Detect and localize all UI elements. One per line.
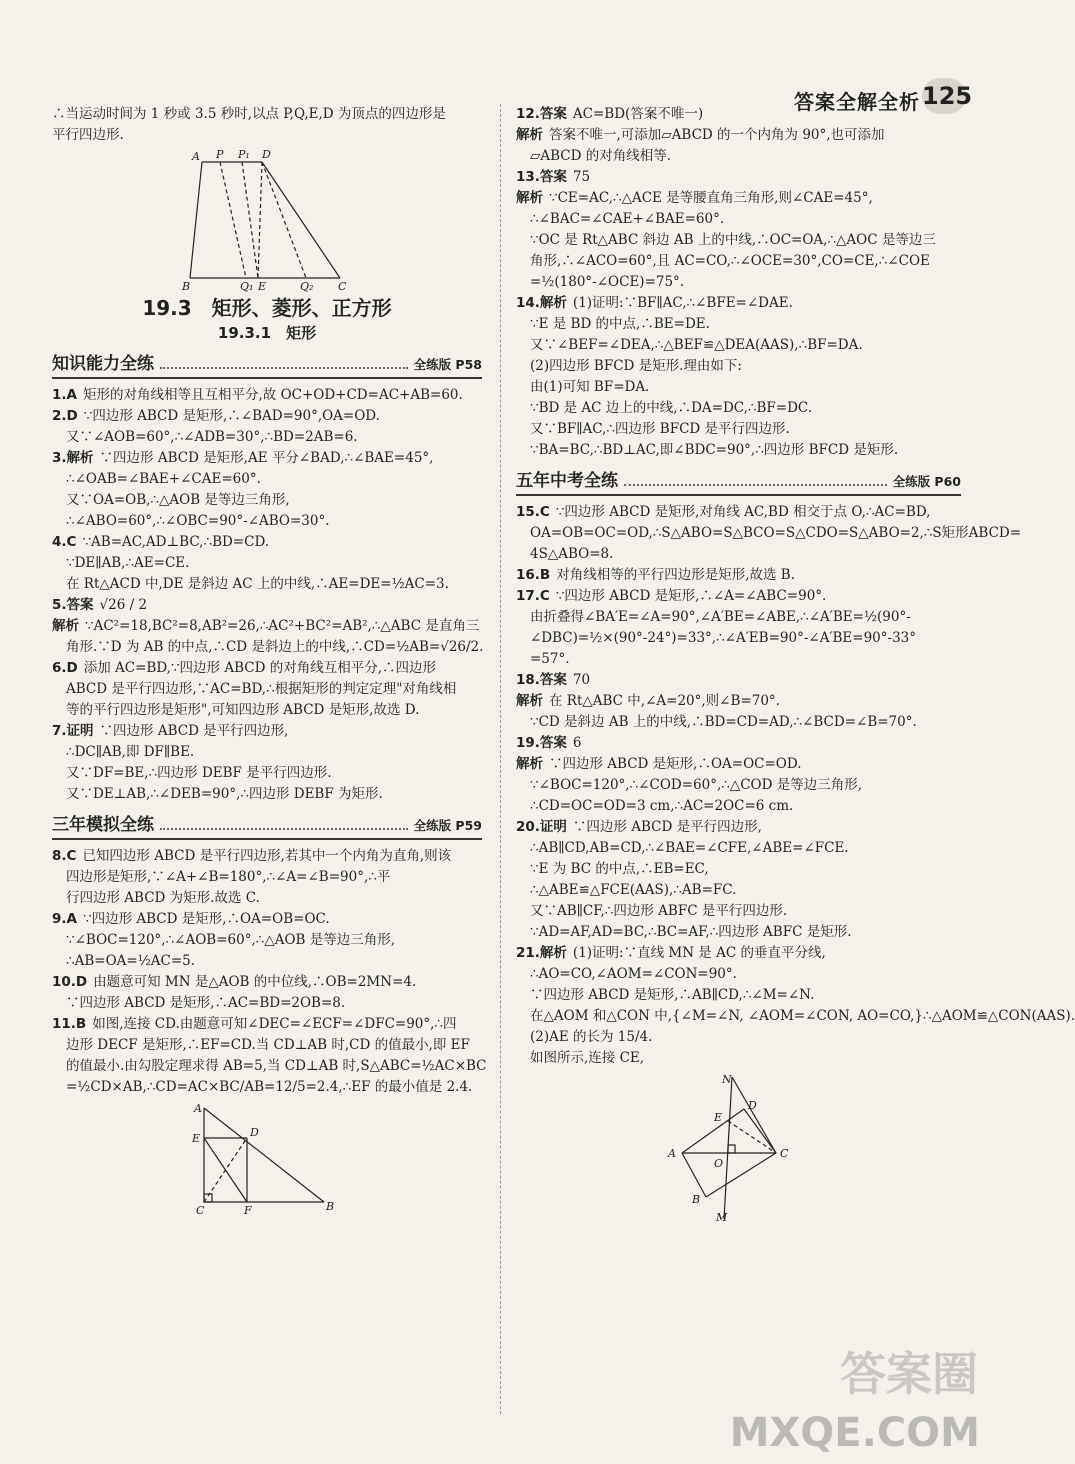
answer-line [516,251,961,272]
fig3-label-N: N [722,1073,732,1086]
answer-number: 解析 [516,190,543,206]
fig3-label-C: C [780,1147,789,1160]
answer-line [52,553,482,574]
answer-line [52,888,482,909]
answer-number: 10.D [52,974,88,990]
answer-text: ∴DC∥AB,即 DF∥BE. [66,744,195,760]
answer-text: 在△AOM 和△CON 中,{∠M=∠N, ∠AOM=∠CON, AO=CO,}∴△AOM≌△CON(AAS). [530,1008,1075,1024]
answer-line [516,188,961,209]
answer-line [52,742,482,763]
answer-text: ∵四边形 ABCD 是矩形,对角线 AC,BD 相交于点 O,∴AC=BD, [555,504,931,520]
answer-text: =½(180°-∠OCE)=75°. [530,274,685,290]
answer-text: 又∵∠AOB=60°,∴∠ADB=30°,∴BD=2AB=6. [66,429,358,445]
answer-text: 添加 AC=BD,∵四边形 ABCD 的对角线互相平分,∴四边形 [83,660,437,676]
answer-text: 等的平行四边形是矩形",可知四边形 ABCD 是矩形,故选 D. [66,702,420,718]
answer-text: ∵DE∥AB,∴AE=CE. [66,555,190,571]
answer-line [516,440,961,461]
answer-number: 13.答案 [516,169,567,185]
section-bar-version: 全练版 P58 [413,357,482,372]
section-bar-knowledge [52,354,482,379]
answer-line [516,272,961,293]
answer-text: ∴CD=OC=OD=3 cm,∴AC=2OC=6 cm. [530,798,794,814]
answer-line [516,691,961,712]
page-header [0,0,1000,120]
answer-number: 解析 [516,756,543,772]
intro-line: ∴当运动时间为 1 秒或 3.5 秒时,以点 P,Q,E,D 为顶点的四边形是 [52,106,446,122]
column-divider [500,104,501,1414]
answer-text: ∵四边形 ABCD 是矩形,∴∠A=∠ABC=90°. [555,588,827,604]
answer-text: ∠DBC)=½×(90°-24°)=33°,∴∠A′EB=90°-∠A′BE=90°-33° [530,630,917,646]
answer-number: 9.A [52,911,77,927]
answer-line [516,293,961,314]
answer-text: 四边形是矩形,∵∠A+∠B=180°,∴∠A=∠B=90°,∴平 [66,869,391,885]
watermark-text: MXQE.COM [729,1410,980,1456]
answer-text: 由题意可知 MN 是△AOB 的中位线,∴OB=2MN=4. [93,974,417,990]
answer-line [516,398,961,419]
answer-line [52,532,482,553]
answer-number: 解析 [516,127,543,143]
watermark-logo: 答案圈 [840,1347,978,1401]
answer-line [516,733,961,754]
answer-text: OA=OB=OC=OD,∴S△ABO=S△BCO=S△CDO=S△ABO=2,∴S矩形ABCD= [530,525,1022,541]
answer-line [52,846,482,867]
answer-line [516,335,961,356]
answer-line [516,209,961,230]
answer-text: ∵E 是 BD 的中点,∴BE=DE. [530,316,710,332]
answer-line [516,104,961,125]
answer-number: 2.D [52,408,78,424]
answer-line [52,658,482,679]
answer-text: ∵四边形 ABCD 是矩形,∴∠BAD=90°,OA=OD. [83,408,380,424]
answer-text: AC=BD(答案不唯一) [572,106,704,122]
answer-line [516,565,961,586]
answer-text: 对角线相等的平行四边形是矩形,故选 B. [556,567,796,583]
answer-line [516,838,961,859]
answer-text: 行四边形 ABCD 为矩形.故选 C. [66,890,260,906]
answer-line [516,1048,961,1069]
fig2-label-F: F [244,1204,252,1217]
fig1-label-P1: P₁ [238,148,250,161]
page-number: 125 [922,78,966,114]
answer-text: 边形 DECF 是矩形,∴EF=CD.当 CD⊥AB 时,CD 的值最小,即 EF [66,1037,470,1053]
answer-text: ∴AB∥CD,AB=CD,∴∠BAE=∠CFE,∠ABE=∠FCE. [530,840,849,856]
answer-line [52,679,482,700]
answer-text: ∵四边形 ABCD 是矩形,∴AC=BD=2OB=8. [66,995,346,1011]
trapezoid-figure [182,148,352,293]
answer-text: ∴∠ABO=60°,∴∠OBC=90°-∠ABO=30°. [66,513,330,529]
answer-line [52,574,482,595]
answer-text: ∵四边形 ABCD 是矩形,∴OA=OC=OD. [549,756,802,772]
answer-line [52,1035,482,1056]
answer-text: 的值最小.由勾股定理求得 AB=5,当 CD⊥AB 时,S△ABC=½AC×BC [66,1058,487,1074]
fig1-label-Q2: Q₂ [300,280,314,293]
fig3-label-E: E [714,1111,723,1124]
answer-number: 7.证明 [52,723,94,739]
answer-text: ∵CE=AC,∴△ACE 是等腰直角三角形,则∠CAE=45°, [549,190,873,206]
answer-line [52,1077,482,1098]
answer-list [52,385,482,805]
fig1-label-D: D [262,148,271,161]
answer-line [52,595,482,616]
answer-line [52,951,482,972]
answer-line [52,385,482,406]
answer-line [516,796,961,817]
answer-text: 4S△ABO=8. [530,546,614,562]
answer-text: ▱ABCD 的对角线相等. [530,148,672,164]
answer-text: √26 / 2 [99,597,148,613]
answer-line [52,1014,482,1035]
answer-line [52,616,482,637]
subsection-title: 19.3.1 矩形 [217,324,317,342]
section-bar-five-year [516,471,961,496]
answer-number: 解析 [52,618,79,634]
answer-line [52,406,482,427]
section-bar-title: 三年模拟全练 [52,815,154,835]
answer-list [52,846,487,1098]
answer-number: 20.证明 [516,819,567,835]
answer-number: 5.答案 [52,597,94,613]
answer-text: 75 [572,169,591,185]
answer-text: =½CD×AB,∴CD=AC×BC/AB=12/5=2.4,∴EF 的最小值是 2.4. [66,1079,473,1095]
right-triangle-figure [192,1102,342,1217]
fig1-label-C: C [338,280,347,293]
answer-number: 15.C [516,504,550,520]
answer-line [52,490,482,511]
answer-line [52,427,482,448]
answer-line [516,901,961,922]
fig2-label-A: A [194,1102,202,1115]
fig3-label-A: A [668,1147,676,1160]
answer-line [516,880,961,901]
answer-text: 角形,∴∠ACO=60°,且 AC=CO,∴∠OCE=30°,CO=CE,∴∠COE [530,253,930,269]
answer-line [516,356,961,377]
answer-line [516,230,961,251]
answer-number: 19.答案 [516,735,567,751]
answer-line [516,670,961,691]
answer-text: 如图所示,连接 CE, [530,1050,645,1066]
answer-list [516,502,1075,1069]
fig3-label-O: O [714,1157,724,1170]
answer-line [52,930,482,951]
fig2-label-B: B [326,1200,335,1213]
answer-text: 已知四边形 ABCD 是平行四边形,若其中一个内角为直角,则该 [82,848,452,864]
answer-text: 又∵DF=BE,∴四边形 DEBF 是平行四边形. [66,765,332,781]
answer-text: 答案不唯一,可添加▱ABCD 的一个内角为 90°,也可添加 [549,127,885,143]
answer-text: 6 [572,735,582,751]
answer-line [52,1056,487,1077]
answer-text: 由折叠得∠BA′E=∠A=90°,∠A′BE=∠ABE,∴∠A′BE=½(90°- [530,609,911,625]
answer-line [516,649,961,670]
answer-text: 在 Rt△ABC 中,∠A=20°,则∠B=70°. [549,693,780,709]
answer-line [52,700,482,721]
answer-text: 由(1)可知 BF=DA. [530,379,650,395]
answer-line [516,125,961,146]
answer-text: 又∵∠BEF=∠DEA,∴△BEF≌△DEA(AAS),∴BF=DA. [530,337,863,353]
fig3-label-M: M [716,1211,728,1224]
answer-text: 70 [572,672,591,688]
answer-line [52,511,482,532]
answer-number: 11.B [52,1016,87,1032]
answer-line [52,867,482,888]
answer-line [52,993,482,1014]
answer-line [516,523,1022,544]
answer-text: =57°. [530,651,570,667]
answer-text: 又∵BF∥AC,∴四边形 BFCD 是平行四边形. [530,421,790,437]
answer-line [516,586,961,607]
answer-line [516,775,961,796]
answer-text: ∵∠BOC=120°,∴∠COD=60°,∴△COD 是等边三角形, [530,777,863,793]
answer-line [516,859,961,880]
answer-text: (2)四边形 BFCD 是矩形.理由如下: [530,358,742,374]
answer-text: ∵∠BOC=120°,∴∠AOB=60°,∴△AOB 是等边三角形, [66,932,396,948]
rhombus-figure [666,1073,806,1223]
answer-line [52,763,482,784]
answer-text: ∵AC²=18,BC²=8,AB²=26,∴AC²+BC²=AB²,∴△ABC 是直角三 [85,618,480,634]
answer-line [52,909,482,930]
answer-line [516,964,961,985]
fig2-label-D: D [250,1126,259,1139]
answer-line [516,943,961,964]
answer-line [52,784,482,805]
answer-line [516,544,961,565]
answer-text: ∴△ABE≌△FCE(AAS),∴AB=FC. [530,882,737,898]
section-title: 19.3 矩形、菱形、正方形 [142,296,392,320]
answer-text: 又∵OA=OB,∴△AOB 是等边三角形, [66,492,290,508]
answer-text: ∵E 为 BC 的中点,∴EB=EC, [530,861,709,877]
answer-text: 又∵AB∥CF,∴四边形 ABFC 是平行四边形. [530,903,788,919]
answer-text: ∵CD 是斜边 AB 上的中线,∴BD=CD=AD,∴∠BCD=∠B=70°. [530,714,917,730]
answer-number: 14.解析 [516,295,567,311]
answer-line [52,721,482,742]
answer-text: ∴∠BAC=∠CAE+∠BAE=60°. [530,211,725,227]
fig1-label-A: A [192,150,200,163]
fig2-label-E: E [192,1132,201,1145]
answer-number: 8.C [52,848,77,864]
section-bar-title: 知识能力全练 [52,354,154,374]
answer-number: 解析 [516,693,543,709]
answer-text: 又∵DE⊥AB,∴∠DEB=90°,∴四边形 DEBF 为矩形. [66,786,383,802]
answer-text: ∴∠OAB=∠BAE+∠CAE=60°. [66,471,261,487]
answer-text: ∵四边形 ABCD 是矩形,∴AB∥CD,∴∠M=∠N. [530,987,815,1003]
fig2-label-C: C [196,1204,205,1217]
answer-text: ∵四边形 ABCD 是矩形,∴OA=OB=OC. [82,911,330,927]
left-column [52,104,487,1221]
answer-text: ∵四边形 ABCD 是矩形,AE 平分∠BAD,∴∠BAE=45°, [99,450,434,466]
answer-text: ∵AB=AC,AD⊥BC,∴BD=CD. [82,534,270,550]
answer-text: 在 Rt△ACD 中,DE 是斜边 AC 上的中线,∴AE=DE=½AC=3. [66,576,449,592]
answer-line [516,1027,961,1048]
right-column [516,104,1075,1227]
answer-text: 角形.∵D 为 AB 的中点,∴CD 是斜边上的中线,∴CD=½AB=√26/2. [66,639,484,655]
answer-line [52,469,482,490]
answer-text: ∴AO=CO,∠AOM=∠CON=90°. [530,966,737,982]
answer-text: 如图,连接 CD.由题意可知∠DEC=∠ECF=∠DFC=90°,∴四 [92,1016,457,1032]
answer-number: 3.解析 [52,450,94,466]
fig3-label-B: B [692,1193,701,1206]
answer-number: 6.D [52,660,78,676]
answer-number: 21.解析 [516,945,567,961]
answer-text: ABCD 是平行四边形,∵AC=BD,∴根据矩形的判定定理"对角线相 [66,681,457,697]
answer-text: ∵OC 是 Rt△ABC 斜边 AB 上的中线,∴OC=OA,∴△AOC 是等边三 [530,232,936,248]
section-bar-title: 五年中考全练 [516,471,618,491]
answer-text: 矩形的对角线相等且互相平分,故 OC+OD+CD=AC+AB=60. [82,387,463,403]
answer-line [516,817,961,838]
answer-number: 4.C [52,534,77,550]
fig1-label-P: P [216,148,224,161]
answer-line [52,972,482,993]
section-bar-three-year [52,815,482,840]
fig1-label-Q1: Q₁ [240,280,254,293]
fig1-label-B: B [182,280,191,293]
section-bar-version: 全练版 P59 [413,818,482,833]
answer-line [516,628,961,649]
answer-line [516,754,961,775]
answer-text: ∵BD 是 AC 边上的中线,∴DA=DC,∴BF=DC. [530,400,813,416]
answer-line [516,1006,1075,1027]
answer-text: ∵BA=BC,∴BD⊥AC,即∠BDC=90°,∴四边形 BFCD 是矩形. [530,442,899,458]
answer-line [516,377,961,398]
answer-text: (2)AE 的长为 15/4. [530,1029,653,1045]
answer-number: 18.答案 [516,672,567,688]
intro-line: 平行四边形. [52,127,124,143]
answer-text: ∵AD=AF,AD=BC,∴BC=AF,∴四边形 ABFC 是矩形. [530,924,852,940]
answer-text: ∴AB=OA=½AC=5. [66,953,196,969]
answer-line [516,502,961,523]
answer-line [516,314,961,335]
answer-line [516,712,961,733]
answer-line [52,637,482,658]
answer-text: ∵四边形 ABCD 是平行四边形, [572,819,762,835]
answer-line [516,419,961,440]
answer-text: (1)证明:∵直线 MN 是 AC 的垂直平分线, [572,945,826,961]
fig1-label-E: E [258,280,267,293]
answer-line [516,167,961,188]
header-title: 答案全解全析 [794,90,920,114]
answer-list [516,104,961,461]
answer-line [516,146,961,167]
answer-line [516,922,961,943]
answer-number: 17.C [516,588,550,604]
answer-line [516,607,961,628]
answer-line [52,448,482,469]
answer-line [516,985,961,1006]
answer-number: 16.B [516,567,551,583]
answer-number: 12.答案 [516,106,567,122]
answer-text: ∵四边形 ABCD 是平行四边形, [99,723,289,739]
answer-number: 1.A [52,387,77,403]
answer-text: (1)证明:∵BF∥AC,∴∠BFE=∠DAE. [572,295,793,311]
fig3-label-D: D [748,1099,757,1112]
section-bar-version: 全练版 P60 [892,474,961,489]
